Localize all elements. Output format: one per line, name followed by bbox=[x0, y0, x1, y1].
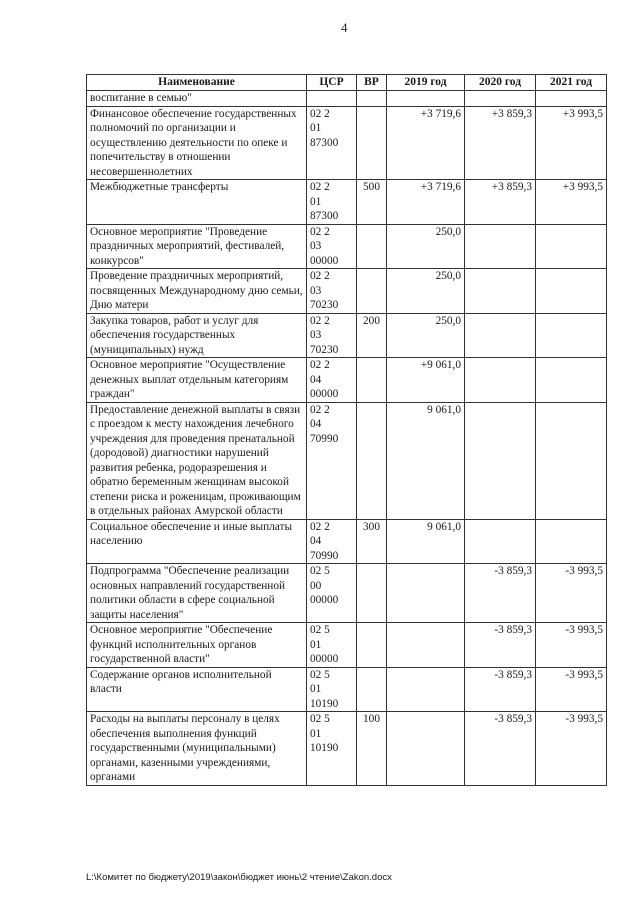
row-2020: -3 859,3 bbox=[465, 564, 536, 623]
row-csr: 02 2 03 70230 bbox=[307, 269, 357, 314]
row-2021 bbox=[536, 313, 607, 358]
row-2021: -3 993,5 bbox=[536, 564, 607, 623]
table-row bbox=[87, 667, 607, 712]
header-2019: 2019 год bbox=[387, 75, 465, 91]
row-csr: 02 2 03 70230 bbox=[307, 313, 357, 358]
row-2020: -3 859,3 bbox=[465, 623, 536, 668]
table-row bbox=[87, 313, 607, 358]
row-2019 bbox=[387, 667, 465, 712]
row-vr bbox=[357, 106, 387, 180]
row-2020 bbox=[465, 358, 536, 403]
row-csr: 02 5 01 00000 bbox=[307, 623, 357, 668]
row-2019 bbox=[387, 623, 465, 668]
row-2019 bbox=[387, 564, 465, 623]
row-name: воспитание в семью" bbox=[87, 91, 307, 107]
row-name: Основное мероприятие "Обеспечение функций исполнительных органов государственной власти" bbox=[87, 623, 307, 668]
row-vr: 100 bbox=[357, 712, 387, 786]
row-2019: 250,0 bbox=[387, 313, 465, 358]
table-row bbox=[87, 519, 607, 564]
row-2021: +3 993,5 bbox=[536, 106, 607, 180]
table-row bbox=[87, 224, 607, 269]
row-2021: -3 993,5 bbox=[536, 712, 607, 786]
table-row bbox=[87, 623, 607, 668]
row-vr bbox=[357, 564, 387, 623]
row-vr bbox=[357, 91, 387, 107]
row-2021 bbox=[536, 358, 607, 403]
row-2020: -3 859,3 bbox=[465, 667, 536, 712]
row-csr: 02 2 01 87300 bbox=[307, 106, 357, 180]
footer-file-path: L:\Комитет по бюджету\2019\закон\бюджет июнь\2 чтение\Zakon.docx bbox=[86, 872, 392, 883]
row-vr bbox=[357, 269, 387, 314]
row-2021: -3 993,5 bbox=[536, 667, 607, 712]
row-2020 bbox=[465, 519, 536, 564]
header-vr: ВР bbox=[357, 75, 387, 91]
row-2021 bbox=[536, 519, 607, 564]
row-2020: +3 859,3 bbox=[465, 180, 536, 225]
row-2019 bbox=[387, 712, 465, 786]
header-csr: ЦСР bbox=[307, 75, 357, 91]
table-row bbox=[87, 712, 607, 786]
row-csr: 02 2 03 00000 bbox=[307, 224, 357, 269]
row-2019: 250,0 bbox=[387, 269, 465, 314]
row-vr: 200 bbox=[357, 313, 387, 358]
row-vr bbox=[357, 667, 387, 712]
row-2020 bbox=[465, 402, 536, 519]
row-name: Содержание органов исполнительной власти bbox=[87, 667, 307, 712]
row-csr: 02 2 04 00000 bbox=[307, 358, 357, 403]
row-name: Основное мероприятие "Проведение праздничных мероприятий, фестивалей, конкурсов" bbox=[87, 224, 307, 269]
row-csr: 02 5 00 00000 bbox=[307, 564, 357, 623]
row-vr bbox=[357, 358, 387, 403]
header-2020: 2020 год bbox=[465, 75, 536, 91]
row-2021 bbox=[536, 224, 607, 269]
table-row bbox=[87, 402, 607, 519]
row-2020 bbox=[465, 269, 536, 314]
page-number: 4 bbox=[341, 20, 348, 35]
row-vr bbox=[357, 402, 387, 519]
row-2021 bbox=[536, 402, 607, 519]
row-name: Подпрограмма "Обеспечение реализации основных направлений государственной политики области в сфере социальной защиты населения" bbox=[87, 564, 307, 623]
row-name: Межбюджетные трансферты bbox=[87, 180, 307, 225]
row-vr: 500 bbox=[357, 180, 387, 225]
row-csr: 02 2 04 70990 bbox=[307, 402, 357, 519]
table-row bbox=[87, 180, 607, 225]
row-2021 bbox=[536, 269, 607, 314]
row-2021 bbox=[536, 91, 607, 107]
row-2021: -3 993,5 bbox=[536, 623, 607, 668]
row-name: Расходы на выплаты персоналу в целях обеспечения выполнения функций государственными (муниципальными) органами, казенными учреждениями, органами bbox=[87, 712, 307, 786]
row-2019 bbox=[387, 91, 465, 107]
row-vr: 300 bbox=[357, 519, 387, 564]
row-csr bbox=[307, 91, 357, 107]
table-row bbox=[87, 269, 607, 314]
row-2019: +3 719,6 bbox=[387, 180, 465, 225]
row-csr: 02 2 01 87300 bbox=[307, 180, 357, 225]
row-2020: -3 859,3 bbox=[465, 712, 536, 786]
table-row bbox=[87, 106, 607, 180]
row-2019: 9 061,0 bbox=[387, 519, 465, 564]
row-name: Закупка товаров, работ и услуг для обеспечения государственных (муниципальных) нужд bbox=[87, 313, 307, 358]
row-vr bbox=[357, 623, 387, 668]
row-csr: 02 5 01 10190 bbox=[307, 667, 357, 712]
table-row bbox=[87, 564, 607, 623]
header-name: Наименование bbox=[87, 75, 307, 91]
row-csr: 02 5 01 10190 bbox=[307, 712, 357, 786]
row-name: Финансовое обеспечение государственных полномочий по организации и осуществлению деятельности по опеке и попечительству в отношении несовершеннолетних bbox=[87, 106, 307, 180]
header-2021: 2021 год bbox=[536, 75, 607, 91]
row-2020 bbox=[465, 91, 536, 107]
row-2019: 250,0 bbox=[387, 224, 465, 269]
row-name: Социальное обеспечение и иные выплаты населению bbox=[87, 519, 307, 564]
table-row bbox=[87, 358, 607, 403]
row-csr: 02 2 04 70990 bbox=[307, 519, 357, 564]
row-name: Проведение праздничных мероприятий, посвященных Международному дню семьи, Дню матери bbox=[87, 269, 307, 314]
row-2020 bbox=[465, 224, 536, 269]
row-2021: +3 993,5 bbox=[536, 180, 607, 225]
budget-table bbox=[86, 74, 607, 786]
row-2019: 9 061,0 bbox=[387, 402, 465, 519]
row-2020 bbox=[465, 313, 536, 358]
row-name: Предоставление денежной выплаты в связи с проездом к месту нахождения лечебного учреждения для проведения пренатальной (дородовой) диагностики нарушений развития ребенка, родоразрешения и обратно беременным женщинам высокой степени риска и роженицам, проживающим в отдельных районах Амурской области bbox=[87, 402, 307, 519]
row-2019: +3 719,6 bbox=[387, 106, 465, 180]
row-2020: +3 859,3 bbox=[465, 106, 536, 180]
row-vr bbox=[357, 224, 387, 269]
table-row bbox=[87, 91, 607, 107]
row-name: Основное мероприятие "Осуществление денежных выплат отдельным категориям граждан" bbox=[87, 358, 307, 403]
table-header-row bbox=[87, 75, 607, 91]
row-2019: +9 061,0 bbox=[387, 358, 465, 403]
